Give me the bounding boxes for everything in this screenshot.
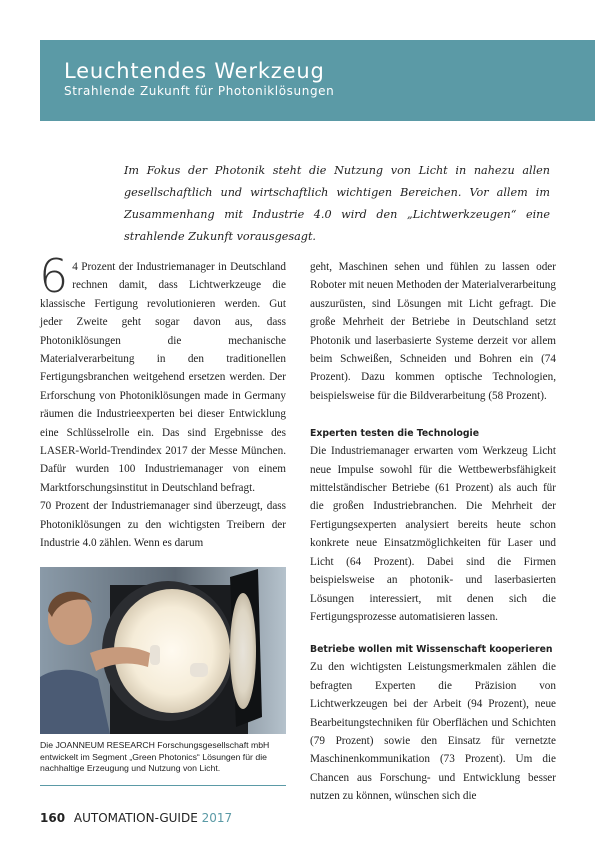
section-heading: Betriebe wollen mit Wissenschaft kooperieren (310, 644, 553, 656)
body-paragraph: 70 Prozent der Industriemanager sind überzeugt, dass Photoniklösungen zu den wichtigsten Treibern der Industrie 4.0 zählen. Wenn es darum (40, 500, 286, 550)
page-number: 160 (40, 811, 66, 825)
body-paragraph: Zu den wichtigsten Leistungsmerkmalen zählen die befragten Experten die Präzision von Lichtwerkzeugen bei der Arbeit (94 Prozent), neue Bearbeitungstechniken für Oberflächen und Schichten (79 Prozent) sowie den Einsatz für vernetzte Maschinenkommunikation (73 Prozent). Um die Chancen aus Forschung- und Entwicklung besser nutzen zu können, wünschen sich die (310, 661, 556, 803)
body-paragraph: 4 Prozent der Industriemanager in Deutschland rechnen damit, dass Lichtwerkzeuge die klassische Fertigung revolutionieren werden. Gut jeder Zweite geht sogar davon aus, dass Photoniklösungen die mechanische Materialverarbeitung in den traditionellen Fertigungsbranchen weitgehend ersetzen werden. Der Erforschung von Photoniklösungen made in Germany räumen die Industrieexperten bei dieser Entwicklung eine Schlüsselrolle ein. Das sind Ergebnisse des LASER-World-Trendindex 2017 der Messe München. Dafür wurden 100 Industriemanager von einem Marktforschungsinstitut in Deutschland befragt. (40, 261, 286, 494)
drop-cap: 6 (39, 249, 69, 303)
lead-paragraph: Im Fokus der Photonik steht die Nutzung von Licht in nahezu allen gesellschaftlich und wirtschaftlich wichtigen Bereichen. Vor allem im Zusammenhang mit Industrie 4.0 wird den „Lichtwerkzeugen“ eine strahlende Zukunft vorausgesagt. (124, 164, 550, 243)
caption-divider (40, 785, 286, 786)
photo-caption: Die JOANNEUM RESEARCH Forschungsgesellschaft mbH entwickelt im Segment „Green Photonics“ Lösungen für die nachhaltige Erzeugung und Nutzung von Licht. (40, 740, 270, 773)
researcher-with-light-photo (40, 567, 286, 734)
page-footer (40, 811, 232, 825)
section-spacer (310, 405, 556, 426)
title-banner (40, 40, 595, 121)
body-paragraph: geht, Maschinen sehen und fühlen zu lassen oder Roboter mit neuen Methoden der Materialverarbeitung auszurüsten, sind Lösungen mit Licht gefragt. Die große Mehrheit der Betriebe in Deutschland setzt Photonik und laserbasierte Systeme derzeit vor allem beim Schweißen, Schneiden und Bohren ein (74 Prozent). Dazu kommen optische Technologien, beispielsweise für die Bildverarbeitung (58 Prozent). (310, 261, 556, 402)
publication-year: 2017 (201, 811, 233, 825)
body-column-right (310, 258, 556, 806)
section-spacer (310, 626, 556, 642)
section-heading: Experten testen die Technologie (310, 428, 480, 440)
body-column-left (39, 249, 286, 553)
body-paragraph: Die Industriemanager erwarten vom Werkzeug Licht neue Impulse sowohl für die Wettbewerbsfähigkeit mittelständischer Betriebe (61 Prozent) als auch für die großen Industriebranchen. Die Mehrheit der Fertigungsexperten analysiert bereits heute schon konkrete neue Einsatzmöglichkeiten für Laser und Licht (64 Prozent). Dabei sind die Firmen beispielsweise an photonik- und laserbasierten Lösungen interessiert, mit denen sich die Fertigungsprozesse automatisieren lassen. (310, 445, 556, 623)
article-photo (40, 567, 286, 734)
publication-name: AUTOMATION-GUIDE (73, 811, 198, 825)
article-title: Leuchtendes Werkzeug (64, 59, 325, 83)
article-subtitle: Strahlende Zukunft für Photoniklösungen (64, 84, 335, 98)
